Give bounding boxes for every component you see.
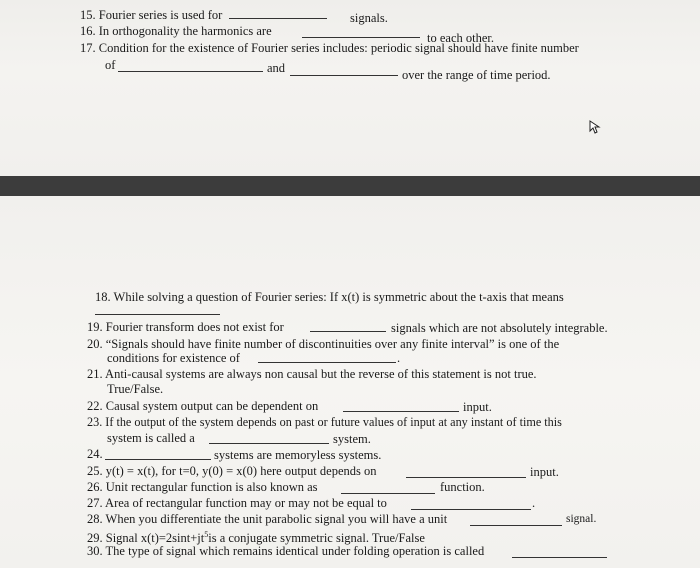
question-29: 29. Signal $x(t)=2\sin t+jt^5is$ a conjugate symmetric signal. True/False xyxy=(87,530,425,546)
question-21-tf: True/False. xyxy=(107,382,164,396)
answer-blank[interactable] xyxy=(406,466,526,478)
question-23: 23. If the output of the system depends on past or future values of input at any instant of time this xyxy=(87,415,562,429)
answer-blank[interactable] xyxy=(258,351,396,363)
question-23-cont: system is called a xyxy=(107,431,195,445)
answer-blank[interactable] xyxy=(411,498,531,510)
question-18: 18. While solving a question of Fourier series: If x(t) is symmetric about the t-axis that means xyxy=(95,290,564,304)
answer-blank[interactable] xyxy=(105,448,211,460)
answer-blank[interactable] xyxy=(118,60,263,72)
question-17-of: of xyxy=(105,58,116,72)
worksheet-page-top xyxy=(0,0,700,176)
question-20-period: . xyxy=(397,351,401,365)
question-20-cont: conditions for existence of xyxy=(107,351,240,365)
answer-blank[interactable] xyxy=(470,514,562,526)
question-16: 16. In orthogonality the harmonics are xyxy=(80,24,272,38)
worksheet-page-bottom xyxy=(0,196,700,568)
mouse-pointer-icon xyxy=(589,120,601,134)
question-20: 20. “Signals should have finite number of discontinuities over any finite interval” is one of the xyxy=(87,337,560,351)
answer-blank[interactable] xyxy=(290,64,398,76)
question-28: 28. When you differentiate the unit parabolic signal you will have a unit xyxy=(87,512,448,526)
question-22-tail: input. xyxy=(463,400,492,414)
question-26: 26. Unit rectangular function is also known as xyxy=(87,480,318,494)
answer-blank[interactable] xyxy=(95,306,220,315)
question-22: 22. Causal system output can be dependent on xyxy=(87,399,319,413)
answer-blank[interactable] xyxy=(229,7,327,19)
question-26-tail: function. xyxy=(440,480,485,494)
answer-blank[interactable] xyxy=(341,482,435,494)
answer-blank[interactable] xyxy=(512,546,607,558)
question-16-tail: to each other. xyxy=(427,31,494,45)
question-27-period: . xyxy=(532,496,536,510)
answer-blank[interactable] xyxy=(310,321,386,332)
question-17: 17. Condition for the existence of Fourier series includes: periodic signal should have finite number xyxy=(80,41,579,55)
page-gap xyxy=(0,176,700,196)
question-30: 30. The type of signal which remains identical under folding operation is called xyxy=(87,544,485,558)
question-15-tail: signals. xyxy=(350,11,388,25)
question-25: 25. y(t) = x(t), for t=0, y(0) = x(0) here output depends on xyxy=(87,464,377,478)
question-19: 19. Fourier transform does not exist for xyxy=(87,320,284,334)
question-15: 15. Fourier series is used for xyxy=(80,7,327,22)
answer-blank[interactable] xyxy=(209,432,329,444)
question-19-tail: signals which are not absolutely integrable. xyxy=(391,321,608,335)
question-17-tail: over the range of time period. xyxy=(402,68,551,82)
question-24: 24. xyxy=(87,447,103,461)
question-24-tail: systems are memoryless systems. xyxy=(214,448,382,462)
question-21: 21. Anti-causal systems are always non causal but the reverse of this statement is not true. xyxy=(87,367,537,381)
question-23-tail: system. xyxy=(333,432,371,446)
question-27: 27. Area of rectangular function may or may not be equal to xyxy=(87,496,387,510)
question-17-and: and xyxy=(267,61,286,75)
question-28-tail: signal. xyxy=(566,513,597,525)
answer-blank[interactable] xyxy=(302,26,420,38)
question-25-tail: input. xyxy=(530,465,559,479)
answer-blank[interactable] xyxy=(343,400,459,412)
